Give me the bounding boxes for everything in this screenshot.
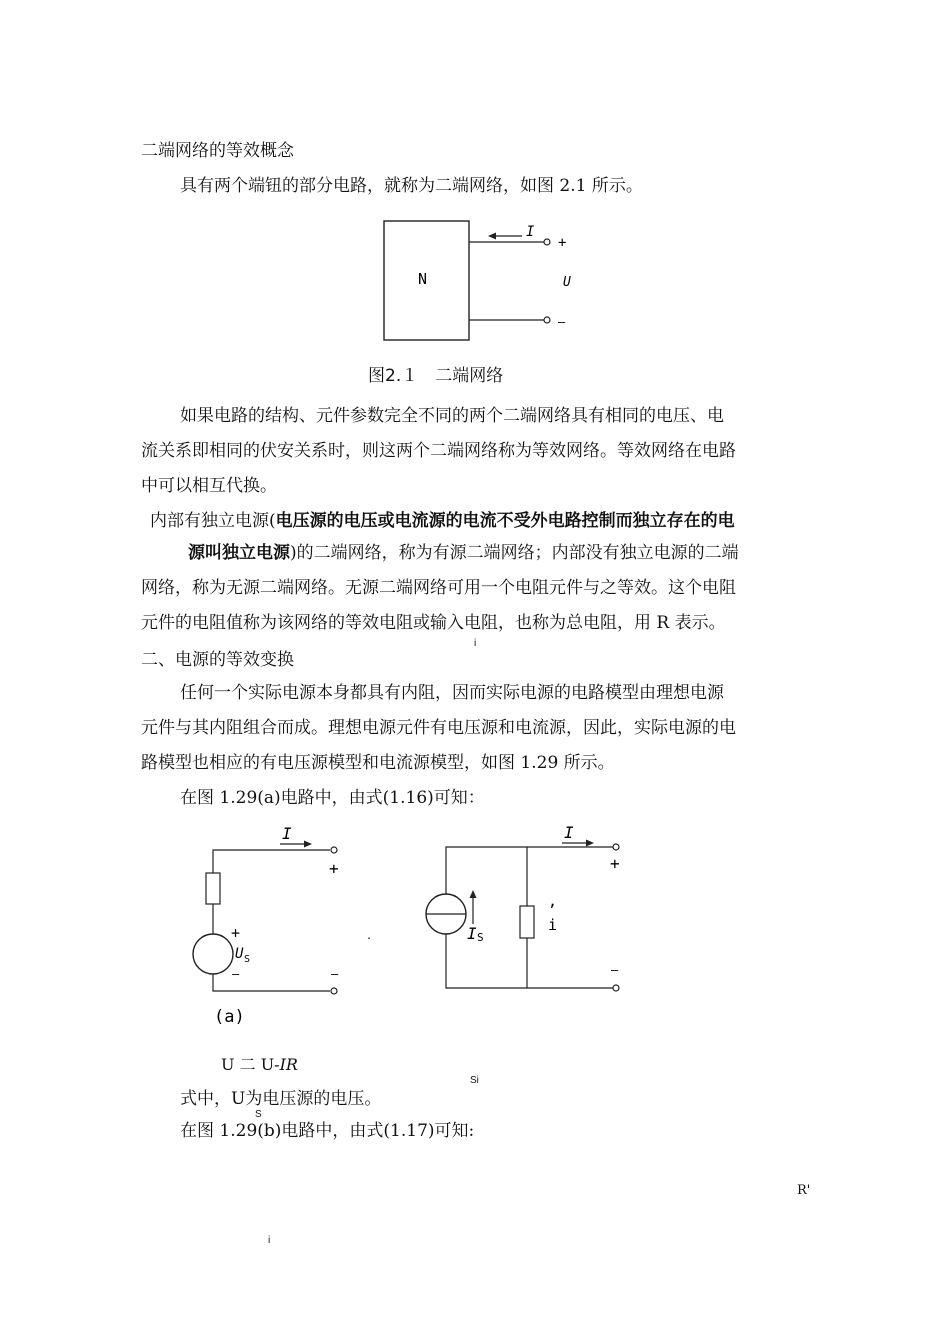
equation-u: U (221, 1055, 235, 1074)
current-label: I (526, 224, 535, 240)
equation-rhs-ir: -IR (274, 1055, 298, 1074)
paragraph-equivalent-networks-line2: 流关系即相同的伏安关系时，则这两个二端网络称为等效网络。等效网络在电路 (141, 441, 736, 461)
terminal-a-top (331, 847, 337, 853)
plus-sign: + (558, 235, 567, 251)
shunt-resistor (520, 906, 534, 938)
subscript-i: i (474, 638, 477, 649)
footer-r-fragment: R' (797, 1183, 811, 1198)
us-subscript: S (244, 954, 251, 965)
voltage-label: U (563, 275, 571, 290)
paragraph-source-models-line2: 元件与其内阻组合而成。理想电源元件有电压源和电流源，因此，实际电源的电 (141, 718, 736, 738)
paragraph-us-definition (180, 1089, 381, 1109)
terminal-a-bottom (331, 988, 337, 994)
current-label-a: I (282, 824, 292, 843)
equation-voltage-source (221, 1055, 298, 1075)
equation-rhs-u: U (260, 1055, 275, 1074)
terminal-b-bottom (613, 985, 619, 991)
us-definition-prefix: 式中，U (180, 1089, 246, 1109)
plus-b: + (610, 854, 620, 873)
us-label: U (235, 946, 244, 962)
is-subscript: S (477, 931, 484, 944)
paragraph-source-models-line3: 路模型也相应的有电压源模型和电流源模型，如图 1.29 所示。 (141, 753, 615, 773)
terminal-b-top (613, 844, 619, 850)
bottom-terminal-node (544, 317, 550, 323)
circuit-a-bottom-wire (213, 974, 330, 991)
current-arrow-head (488, 233, 496, 240)
paragraph-independent-source-line1 (150, 511, 735, 531)
bold-definition: 电压源的电压或电流源的电流不受外电路控制而独立存在的电 (275, 511, 735, 531)
source-direction-arrow-head (470, 890, 477, 898)
footer-i-fragment: i (268, 1235, 271, 1246)
section-heading-equivalent-concept: 二端网络的等效概念 (141, 141, 294, 161)
paragraph-independent-source-line2 (188, 543, 739, 563)
paragraph-equivalent-networks-line1: 如果电路的结构、元件参数完全不同的两个二端网络具有相同的电压、电 (180, 406, 724, 426)
resistor-subscript-i: i (548, 916, 558, 934)
figure-2-1-caption: 图2.１ 二端网络 (368, 366, 504, 386)
current-arrow-a-head (304, 841, 312, 848)
us-definition-subscript: S (255, 1109, 262, 1120)
source-plus: + (231, 924, 241, 942)
section-heading-source-transformation: 二、电源的等效变换 (141, 650, 294, 670)
box-label-n: N (418, 270, 428, 288)
text-rest: )的二端网络，称为有源二端网络；内部没有独立电源的二端 (290, 543, 739, 563)
figure-1-29-source-models (180, 820, 640, 1035)
text-prefix: 内部有独立电源( (150, 511, 276, 531)
circuit-b-top-wire (446, 847, 614, 894)
figure-2-1-two-terminal-network (370, 210, 590, 350)
top-terminal-node (544, 239, 550, 245)
is-label: I (467, 924, 477, 943)
minus-a: — (331, 967, 339, 981)
source-minus: — (232, 967, 240, 981)
circuit-a-top-wire (213, 850, 330, 873)
paragraph-equivalent-networks-line3: 中可以相互代换。 (141, 476, 277, 496)
voltage-source-model (193, 824, 339, 1027)
caption-a: (a) (214, 1007, 245, 1027)
stray-dot: . (366, 931, 373, 942)
current-label-b: I (564, 823, 574, 842)
voltage-source-symbol (193, 934, 233, 974)
plus-a: + (329, 859, 339, 878)
resistor-comma: , (548, 892, 558, 910)
paragraph-fig-129a-intro: 在图 1.29(a)电路中，由式(1.16)可知： (180, 788, 485, 808)
internal-resistor-a (206, 873, 220, 904)
us-definition-suffix: 为电压源的电压。 (245, 1089, 382, 1109)
paragraph-two-terminal-definition: 具有两个端钮的部分电路，就称为二端网络，如图 2.1 所示。 (180, 176, 643, 196)
paragraph-independent-source-line4: 元件的电阻值称为该网络的等效电阻或输入电阻，也称为总电阻，用 R 表示。 (141, 613, 726, 633)
paragraph-source-models-line1: 任何一个实际电源本身都具有内阻，因而实际电源的电路模型由理想电源 (180, 683, 724, 703)
current-arrow-b-head (586, 840, 594, 847)
bold-definition-end: 源叫独立电源 (188, 543, 290, 563)
equation-equals: 二 (239, 1055, 256, 1074)
paragraph-independent-source-line3: 网络，称为无源二端网络。无源二端网络可用一个电阻元件与之等效。这个电阻 (141, 578, 736, 598)
minus-b: — (611, 963, 619, 977)
equation-subscript-si: Si (470, 1075, 479, 1086)
current-source-model (426, 823, 620, 991)
minus-sign: — (558, 315, 566, 329)
paragraph-fig-129b-intro: 在图 1.29(b)电路中，由式(1.17)可知: (180, 1121, 475, 1141)
